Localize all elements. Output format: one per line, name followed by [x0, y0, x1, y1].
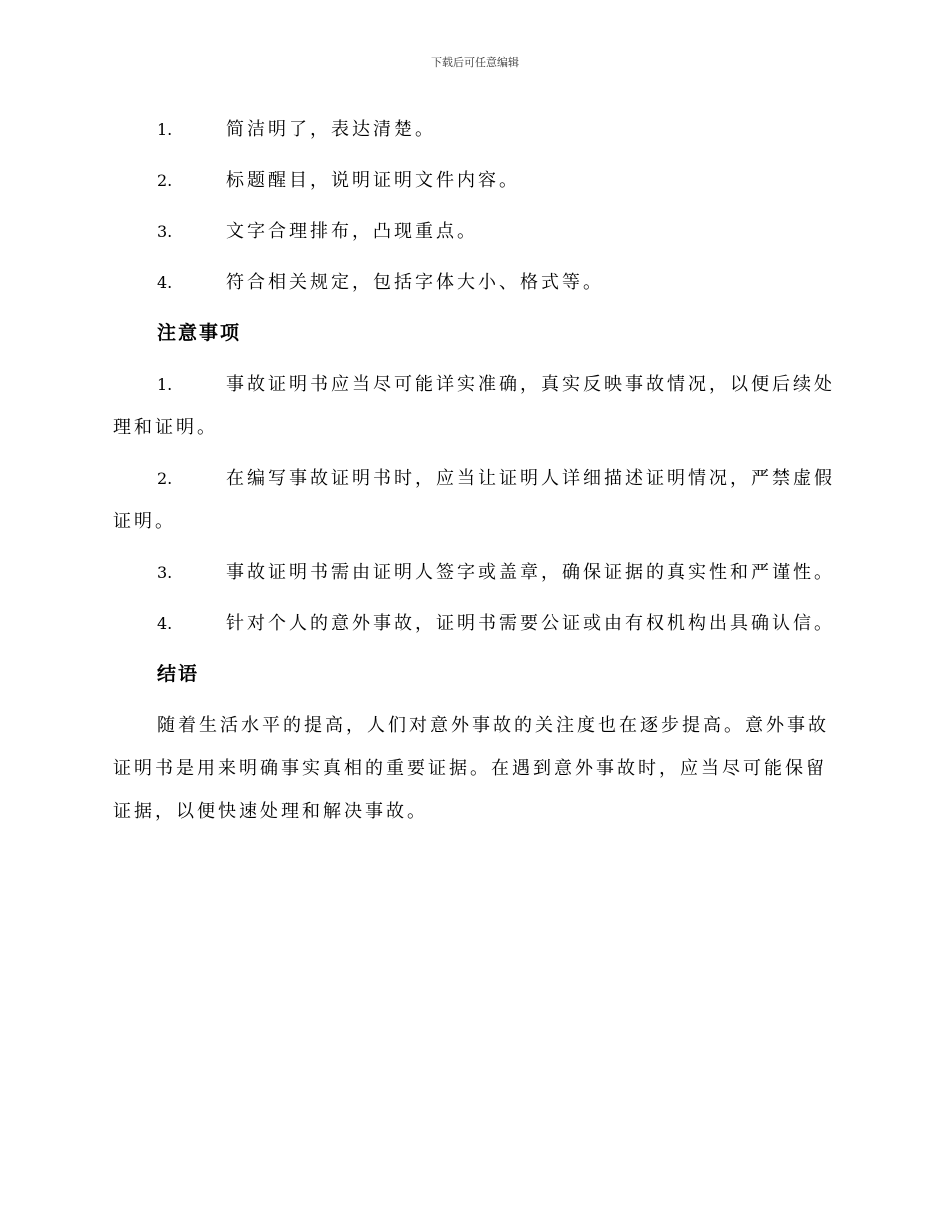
section-title-notes: 注意事项 — [157, 322, 242, 344]
list-item-text: 简洁明了，表达清楚。 — [226, 119, 436, 140]
list-item-number: 4. — [157, 273, 173, 292]
list-item-number: 1. — [157, 375, 173, 394]
notes-item — [113, 457, 835, 543]
list-item-number: 4. — [157, 614, 173, 633]
list-item-number: 3. — [157, 222, 173, 241]
list-item-number: 2. — [157, 469, 173, 488]
notes-item — [113, 602, 835, 645]
list-item — [113, 108, 835, 151]
section-title-conclusion: 结语 — [157, 663, 200, 685]
list-item-text: 事故证明书应当尽可能详实准确，真实反映事故情况，以便后续处理和证明。 — [113, 374, 835, 438]
list-item-text: 文字合理排布，凸现重点。 — [226, 221, 478, 242]
notes-item — [113, 363, 835, 449]
list-item — [113, 159, 835, 202]
list-item-text: 针对个人的意外事故，证明书需要公证或由有权机构出具确认信。 — [226, 613, 835, 634]
list-item-text: 事故证明书需由证明人签字或盖章，确保证据的真实性和严谨性。 — [226, 562, 835, 583]
conclusion-paragraph: 随着生活水平的提高，人们对意外事故的关注度也在逐步提高。意外事故证明书是用来明确事实真相的重要证据。在遇到意外事故时，应当尽可能保留证据，以便快速处理和解决事故。 — [113, 715, 829, 822]
list-item-text: 标题醒目，说明证明文件内容。 — [226, 170, 520, 191]
page-header: 下载后可任意编辑 — [431, 56, 519, 69]
document-body — [113, 108, 835, 833]
list-item — [113, 210, 835, 253]
list-item-text: 在编写事故证明书时，应当让证明人详细描述证明情况，严禁虚假证明。 — [113, 468, 835, 532]
list-item — [113, 261, 835, 304]
list-item-number: 2. — [157, 171, 173, 190]
list-item-number: 1. — [157, 120, 173, 139]
list-item-text: 符合相关规定，包括字体大小、格式等。 — [226, 272, 604, 293]
notes-item — [113, 551, 835, 594]
list-item-number: 3. — [157, 563, 173, 582]
